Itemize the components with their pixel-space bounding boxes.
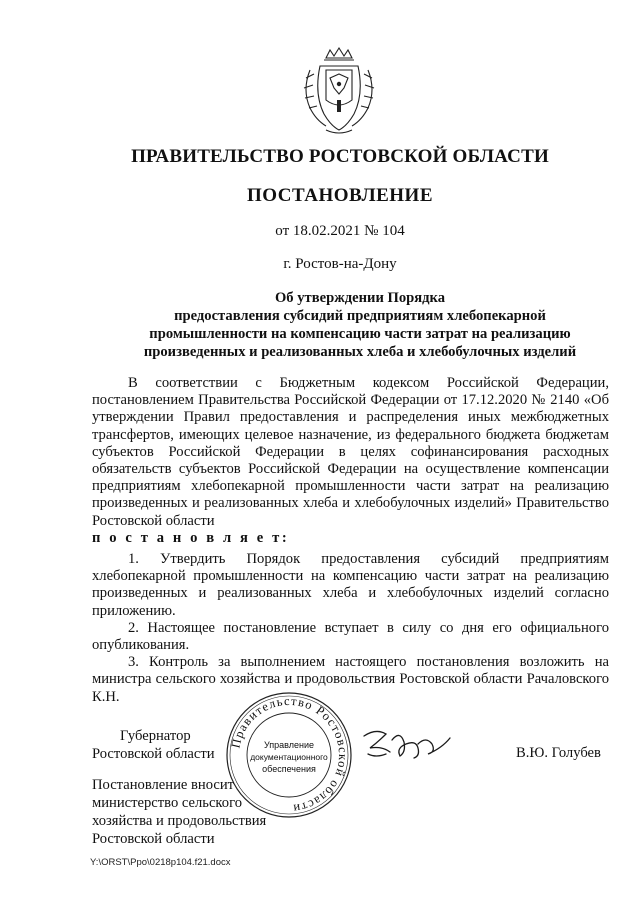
decree-item: 2. Настоящее постановление вступает в силу со дня его официального опубликования. (92, 619, 609, 654)
seal-inner-line: обеспечения (262, 764, 316, 774)
submitted-by (92, 776, 266, 848)
decree-word: п о с т а н о в л я е т: (92, 529, 290, 546)
preamble-paragraph (92, 375, 609, 547)
submitted-line: Ростовской области (92, 831, 215, 847)
seal-ring-text: Правительство Ростовской области (228, 693, 351, 816)
signatory-region: Ростовской области (92, 746, 215, 762)
document-subject (100, 289, 620, 361)
subject-line: предоставления субсидий предприятиям хлебопекарной (174, 308, 546, 324)
document-type: ПОСТАНОВЛЕНИЕ (246, 185, 434, 206)
seal-inner-line: Управление (263, 740, 315, 750)
document-date-number: от 18.02.2021 № 104 (275, 223, 405, 239)
submitted-line: Постановление вносит (92, 777, 235, 793)
preamble-text: В соответствии с Бюджетным кодексом Российской Федерации, постановлением Правительства Российской Федерации от 17.12.2020 № 2140 «Об утверждении Правил предоставления и распределения иных межбюджетных трансфертов, имеющих целевое назначение, из федерального бюджета бюджетам субъектов Российской Федерации в целях софинансирования расходных обязательств субъектов Российской Федерации на осуществление компенсации предприятиям хлебопекарной промышленности части затрат на реализацию произведенных и реализованных хлеба и хлебобулочных изделий» Правительство Ростовской области (92, 375, 609, 529)
signatory-title: Губернатор (120, 728, 191, 744)
subject-line: произведенных и реализованных хлеба и хлебобулочных изделий (143, 344, 577, 360)
subject-line: промышленности на компенсацию части затрат на реализацию (149, 326, 571, 342)
coat-of-arms-icon (296, 44, 382, 136)
document-city: г. Ростов-на-Дону (283, 256, 397, 272)
decree-item: 3. Контроль за выполнением настоящего постановления возложить на министра сельского хозяйства и продовольствия Ростовской области Рачаловского К.Н. (92, 654, 609, 705)
signatory-position (92, 727, 215, 763)
submitted-line: министерство сельского (92, 795, 242, 811)
subject-line: Об утверждении Порядка (274, 290, 446, 306)
submitted-line: хозяйства и продовольствия (92, 813, 267, 829)
seal-inner-line: документационного (250, 752, 328, 762)
file-path-footer: Y:\ORST\Ppo\0218p104.f21.docx (90, 857, 231, 868)
signatory-name: В.Ю. Голубев (516, 745, 601, 761)
handwritten-signature (356, 718, 456, 774)
decree-item: 1. Утвердить Порядок предоставления субсидий предприятиям хлебопекарной промышленности на компенсацию части затрат на реализацию произведенных и реализованных хлеба и хлебобулочных изделий согласно приложению. (92, 551, 609, 619)
decree-items (92, 551, 609, 706)
government-title: ПРАВИТЕЛЬСТВО РОСТОВСКОЙ ОБЛАСТИ (131, 146, 549, 167)
